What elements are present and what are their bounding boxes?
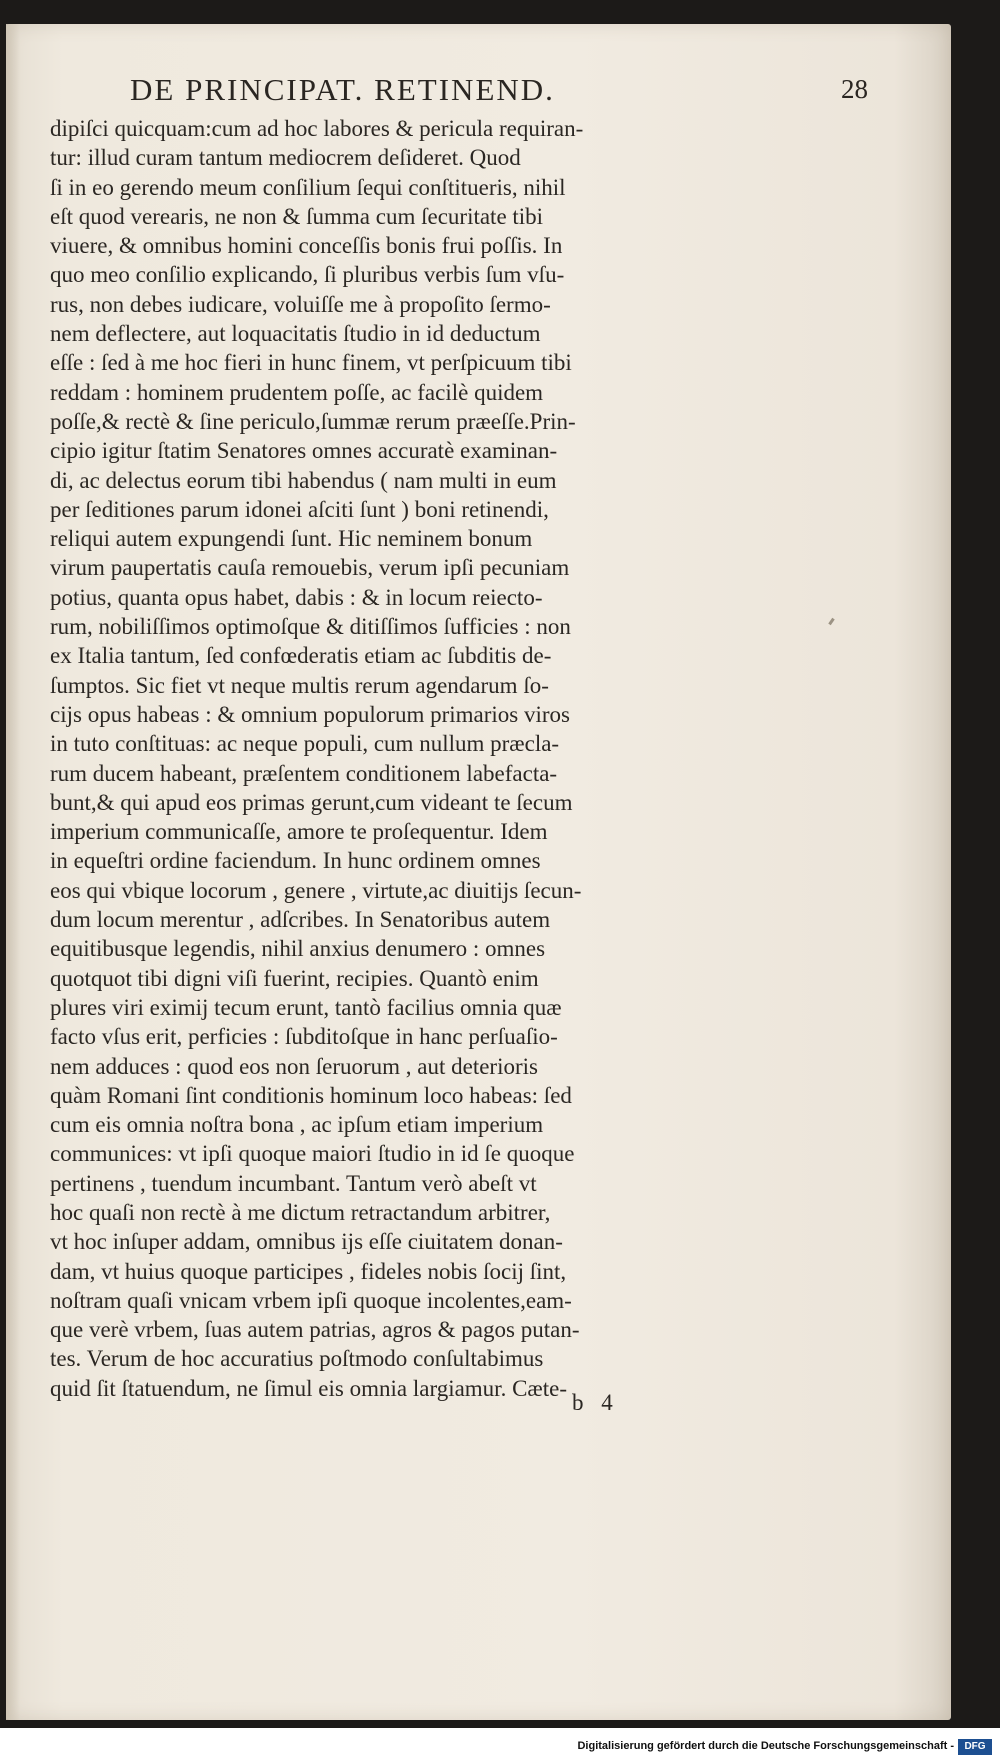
text-line: cijs opus habeas : & omnium populorum primarios viros [50, 701, 571, 727]
text-line: hoc quaſi non rectè à me dictum retractandum arbitrer, [50, 1199, 551, 1225]
running-head: DE PRINCIPAT. RETINEND. [130, 72, 555, 107]
text-line: eſſe : ſed à me hoc fieri in hunc finem, vt perſpicuum tibi [50, 350, 572, 376]
text-line: quid ſit ſtatuendum, ne ſimul eis omnia largiamur. Cæte- [50, 1375, 568, 1401]
text-line: quotquot tibi digni viſi fuerint, recipies. Quantò enim [50, 965, 539, 991]
text-line: que verè vrbem, ſuas autem patrias, agros & pagos putan- [50, 1317, 580, 1343]
signature-mark: b 4 [572, 1390, 619, 1415]
text-line: nem adduces : quod eos non ſeruorum , aut deterioris [50, 1053, 538, 1079]
page-gutter-shadow [6, 24, 20, 1720]
text-line: eſt quod verearis, ne non & ſumma cum ſecuritate tibi [50, 203, 544, 229]
text-line: di, ac delectus eorum tibi habendus ( nam multi in eum [50, 467, 557, 493]
text-line: facto vſus erit, perficies : ſubditoſque in hanc perſuaſio- [50, 1024, 558, 1050]
text-line: ſumptos. Sic fiet vt neque multis rerum agendarum ſo- [50, 672, 549, 698]
text-line: potius, quanta opus habet, dabis : & in locum reiecto- [50, 584, 543, 610]
text-line: ex Italia tantum, ſed confœderatis etiam ac ſubditis de- [50, 643, 552, 669]
text-line: plures viri eximij tecum erunt, tantò facilius omnia quæ [50, 994, 562, 1020]
body-text-block [50, 114, 730, 1403]
text-line: nem deflectere, aut loquacitatis ſtudio in id deductum [50, 321, 541, 347]
text-line: tur: illud curam tantum mediocrem deſideret. Quod [50, 145, 521, 171]
text-line: quo meo conſilio explicando, ſi pluribus verbis ſum vſu- [50, 262, 565, 288]
text-line: cum eis omnia noſtra bona , ac ipſum etiam imperium [50, 1112, 544, 1138]
text-line: communices: vt ipſi quoque maiori ſtudio in id ſe quoque [50, 1141, 575, 1167]
text-line: equitibusque legendis, nihil anxius denumero : omnes [50, 936, 546, 962]
text-line: rum, nobiliſſimos optimoſque & ditiſſimos ſufficies : non [50, 614, 571, 640]
text-line: ſi in eo gerendo meum conſilium ſequi conſtitueris, nihil [50, 174, 566, 200]
dfg-logo-icon: DFG [958, 1739, 992, 1755]
text-line: bunt,& qui apud eos primas gerunt,cum videant te ſecum [50, 789, 573, 815]
text-line: tes. Verum de hoc accuratius poſtmodo conſultabimus [50, 1346, 544, 1372]
text-line: reliqui autem expungendi ſunt. Hic neminem bonum [50, 526, 533, 552]
funding-credit: Digitalisierung gefördert durch die Deutsche Forschungsgemeinschaft - [577, 1740, 954, 1752]
text-line: rum ducem habeant, præſentem conditionem labefacta- [50, 760, 558, 786]
text-line: quàm Romani ſint conditionis hominum loco habeas: ſed [50, 1082, 572, 1108]
text-line: noſtram quaſi vnicam vrbem ipſi quoque incolentes,eam- [50, 1287, 572, 1313]
text-line: dipiſci quicquam:cum ad hoc labores & pericula requiran- [50, 116, 584, 141]
text-line: rus, non debes iudicare, voluiſſe me à propoſito ſermo- [50, 291, 551, 317]
page-number: 28 [841, 74, 868, 104]
text-line: dum locum merentur , adſcribes. In Senatoribus autem [50, 907, 551, 933]
text-line: imperium communicaſſe, amore te proſequentur. Idem [50, 819, 548, 845]
text-line: in tuto conſtituas: ac neque populi, cum nullum præcla- [50, 731, 560, 757]
digitization-footer [0, 1736, 1000, 1763]
text-line: poſſe,& rectè & ſine periculo,ſummæ rerum præeſſe.Prin- [50, 408, 576, 434]
text-line: viuere, & omnibus homini conceſſis bonis frui poſſis. In [50, 233, 563, 259]
text-line: vt hoc inſuper addam, omnibus ijs eſſe ciuitatem donan- [50, 1229, 563, 1255]
text-line: reddam : hominem prudentem poſſe, ac facilè quidem [50, 379, 544, 405]
text-line: eos qui vbique locorum , genere , virtute,ac diuitijs ſecun- [50, 877, 582, 903]
text-line: in equeſtri ordine faciendum. In hunc ordinem omnes [50, 848, 541, 874]
text-line: per ſeditiones parum idonei aſciti ſunt ) boni retinendi, [50, 496, 549, 522]
text-line: dam, vt huius quoque participes , fideles nobis ſocij ſint, [50, 1258, 567, 1284]
text-line: cipio igitur ſtatim Senatores omnes accuratè examinan- [50, 438, 558, 464]
text-line: pertinens , tuendum incumbant. Tantum verò abeſt vt [50, 1170, 537, 1196]
text-line: virum paupertatis cauſa remouebis, verum ipſi pecuniam [50, 555, 570, 581]
